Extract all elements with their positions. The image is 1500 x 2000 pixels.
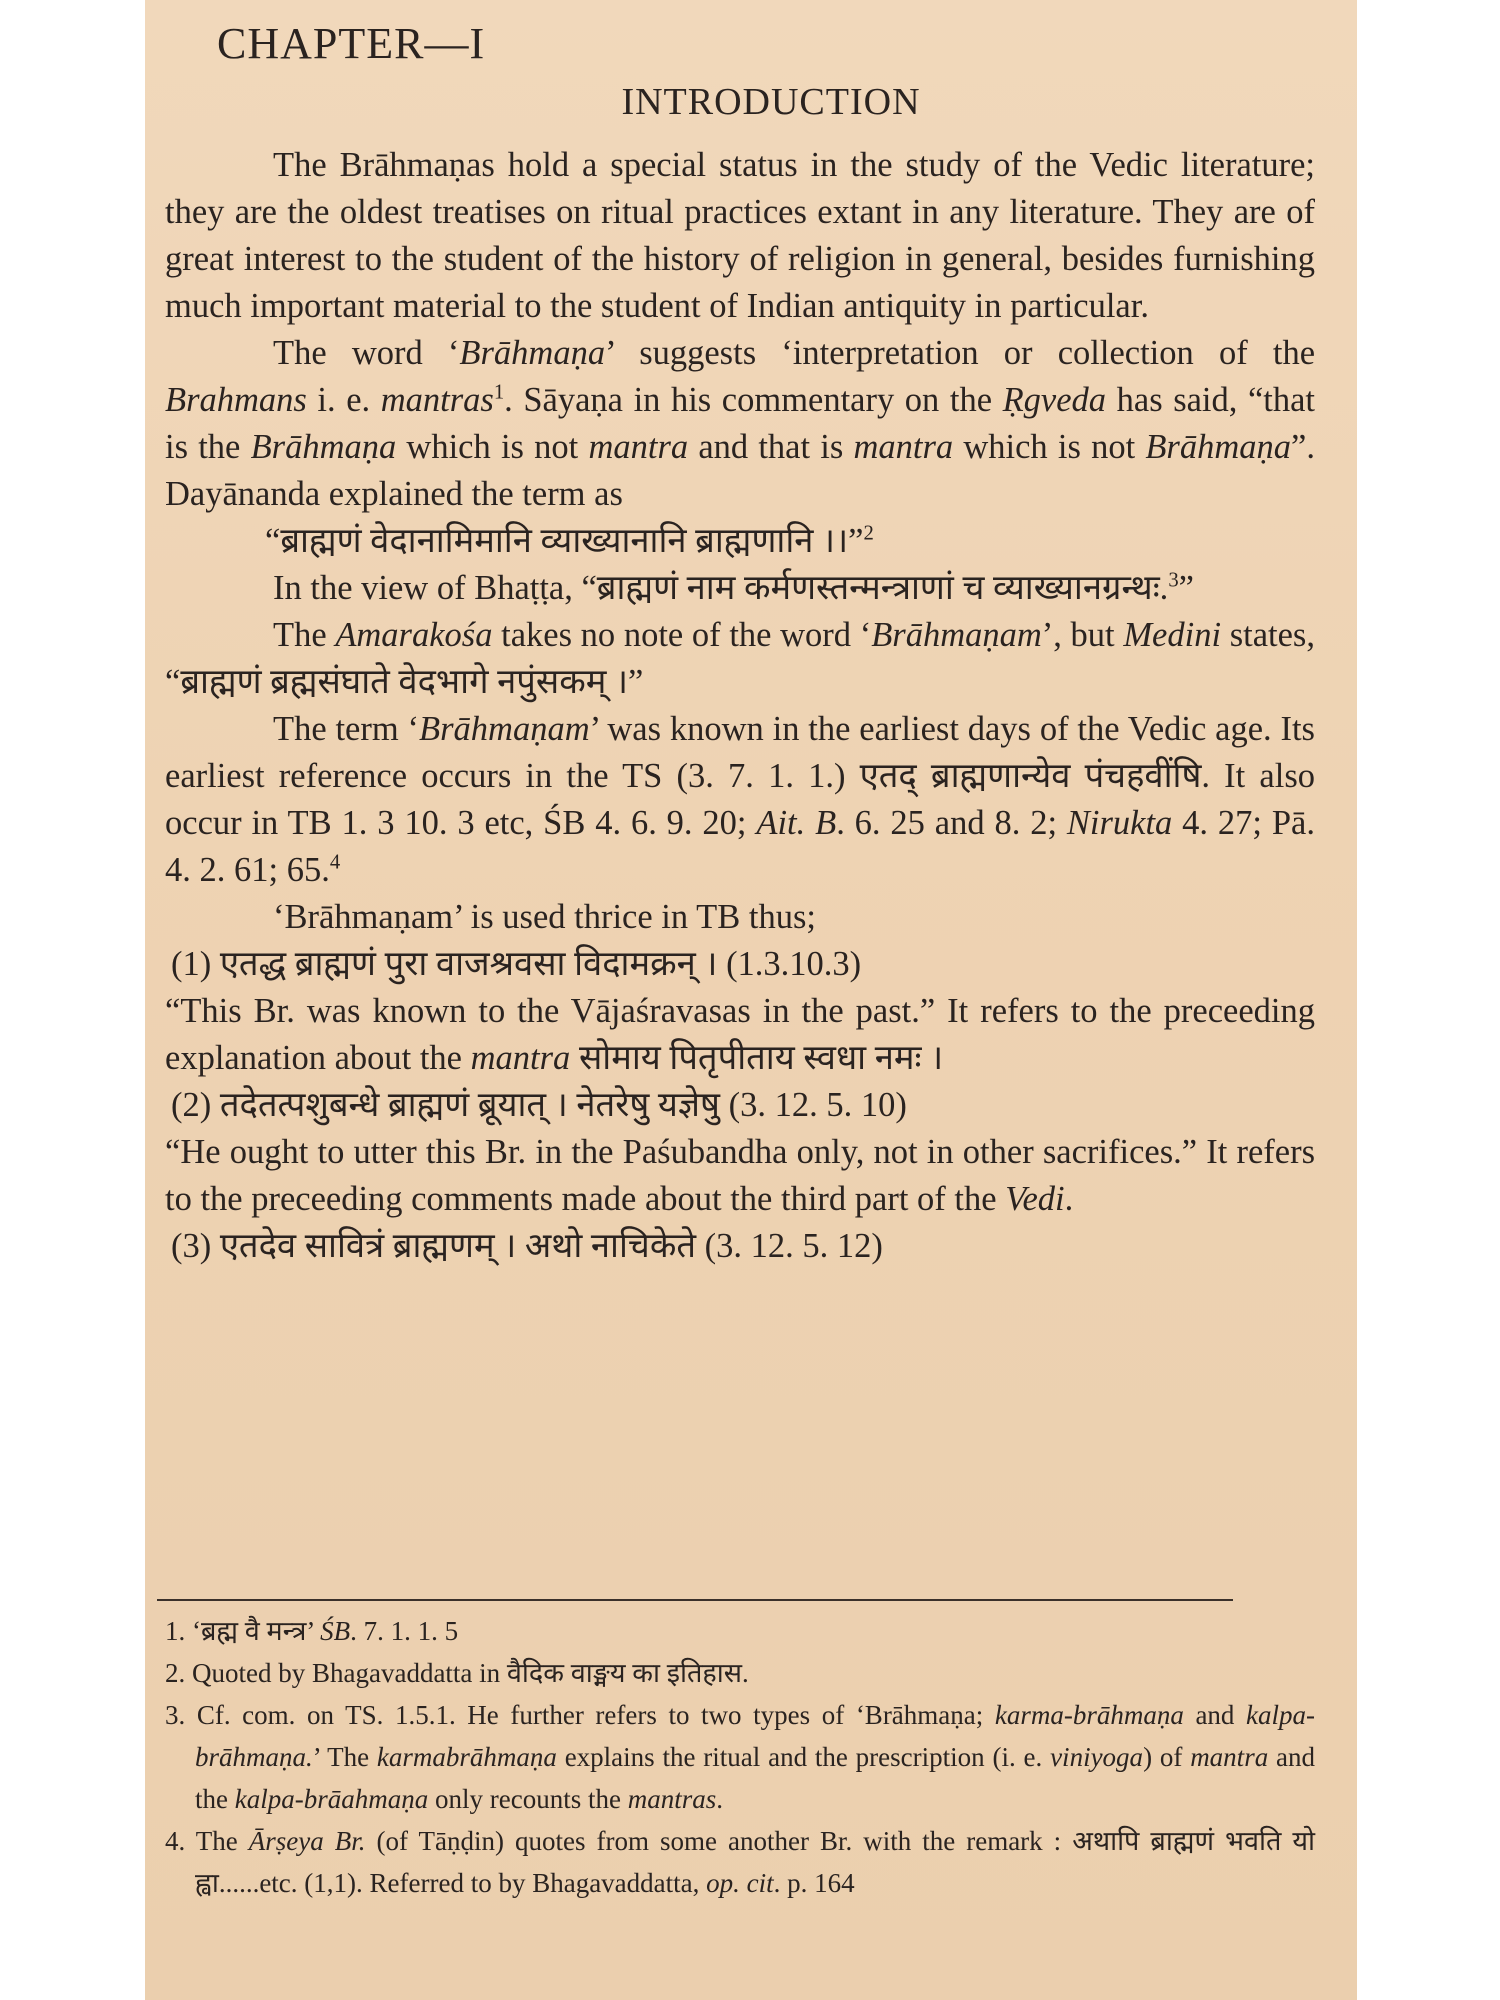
paragraph-5: The term ‘Brāhmaṇam’ was known in the earliest days of the Vedic age. Its earliest reference occurs in the TS (3. 7. 1. 1.) एतद् ब्राह्मणान्येव पंचहवींषि. It also occur in TB 1. 3 10. 3 etc, ŚB 4. 6. 9. 20; Ait. B. 6. 25 and 8. 2; Nirukta 4. 27; Pā. 4. 2. 61; 65.$^4$ [165,710,1315,889]
footnote-divider [157,1599,1233,1601]
book-page [145,0,1357,2000]
sanskrit-quote-1: “ब्राह्मणं वेदानामिमानि व्याख्यानानि ब्राह्मणानि ।।”$^2$ [265,522,874,560]
example-2: (2) तदेतत्पशुबन्धे ब्राह्मणं ब्रूयात् । नेतरेषु यज्ञेषु (3. 12. 5. 10) [171,1086,907,1124]
paragraph-6: ‘Brāhmaṇam’ is used thrice in TB thus; [273,898,816,936]
footnote-2: 2. Quoted by Bhagavaddatta in वैदिक वाङ्मय का इतिहास. [165,1658,749,1688]
section-title: INTRODUCTION [621,81,921,123]
example-1: (1) एतद्ध ब्राह्मणं पुरा वाजश्रवसा विदामक्रन् । (1.3.10.3) [171,945,862,983]
paragraph-2: The word ‘Brāhmaṇa’ suggests ‘interpretation or collection of the Brahmans i. e. mantras$^1$. Sāyaṇa in his commentary on the Ṛgveda has said, “that is the Brāhmaṇa which is not mantra and that is mantra which is not Brāhmaṇa”. Dayānanda explained the term as [165,334,1316,513]
footnote-3: 3. Cf. com. on TS. 1.5.1. He further refers to two types of ‘Brāhmaṇa; karma-brāhmaṇa and kalpa-brāhmaṇa.’ The karmabrāhmaṇa explains the ritual and the prescription (i. e. viniyoga) of mantra and the kalpa-brāahmaṇa only recounts the mantras. [165,1700,1316,1814]
footnote-ref-2: 2 [863,522,874,545]
paragraph-3: In the view of Bhaṭṭa, “ब्राह्मणं नाम कर्मणस्तन्मन्त्राणां च व्याख्यानग्रन्थः.$^3$” [273,569,1194,607]
example-1-translation: “This Br. was known to the Vājaśravasas in the past.” It refers to the preceeding explanation about the mantra सोमाय पितृपीताय स्वधा नमः । [165,992,1315,1077]
footnote-1: 1. ‘ब्रह्म वै मन्त्र’ ŚB. 7. 1. 1. 5 [165,1616,459,1646]
footnote-4: 4. The Ārṣeya Br. (of Tāṇḍin) quotes from some another Br. with the remark : अथापि ब्राह्मणं भवति यो ह्वा......etc. (1,1). Referred to by Bhagavaddatta, op. cit. p. 164 [165,1826,1316,1898]
example-2-translation: “He ought to utter this Br. in the Paśubandha only, not in other sacrifices.” It refers to the preceeding comments made about the third part of the Vedi. [165,1133,1315,1218]
body-text [165,142,1315,1270]
footnote-ref-4: 4 [329,851,341,874]
footnote-ref-1: 1 [493,381,505,404]
paragraph-1: The Brāhmaṇas hold a special status in the study of the Vedic literature; they are the oldest treatises on ritual practices extant in any literature. They are of great interest to the student of the history of religion in general, besides furnishing much important material to the student of Indian antiquity in particular. [165,146,1315,325]
paragraph-4: The Amarakośa takes no note of the word ‘Brāhmaṇam’, but Medini states, “ब्राह्मणं ब्रह्मसंघाते वेदभागे नपुंसकम् ।” [165,616,1315,701]
chapter-heading: CHAPTER—I [217,19,486,68]
footnote-ref-3: 3 [1168,569,1179,592]
footnotes [165,1610,1315,1904]
example-3: (3) एतदेव सावित्रं ब्राह्मणम् । अथो नाचिकेते (3. 12. 5. 12) [171,1227,883,1265]
